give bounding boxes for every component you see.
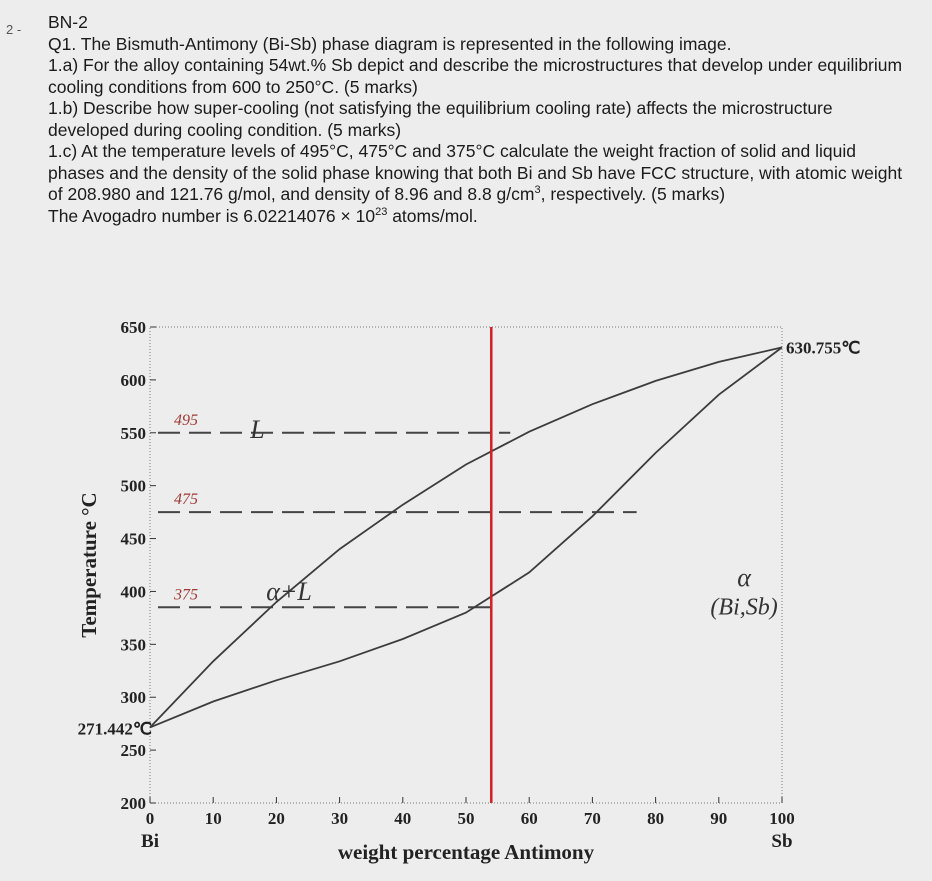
- region-label: L: [250, 415, 265, 445]
- phase-curves: [150, 327, 782, 803]
- avogadro-pre: The Avogadro number is 6.02214076 × 10: [48, 205, 376, 226]
- x-tick-label: 90: [710, 809, 728, 828]
- x-axis-ticks: [141, 797, 795, 864]
- annotations: [78, 338, 861, 738]
- y-tick-label: 250: [120, 741, 146, 761]
- q1b: 1.b) Describe how super-cooling (not satisfying the equilibrium cooling rate) affects the microstructure developed during cooling condition. (5 marks): [48, 98, 833, 140]
- q1c-pre: 1.c) At the temperature levels of 495°C, 475°C and 375°C calculate the weight fraction of solid and liquid phases and the density of the solid phase knowing that both Bi and Sb have FCC structure, with atomic weight of 208.980 and 121.76 g/mol, and density of 8.96 and 8.8 g/cm: [48, 141, 903, 204]
- y-tick-label: 400: [120, 582, 146, 602]
- y-tick-label: 550: [120, 423, 146, 443]
- y-axis-title: Temperature °C: [77, 492, 101, 638]
- y-tick-label: 600: [120, 370, 146, 390]
- x-tick-label: 100: [769, 809, 795, 828]
- x-axis-title: weight percentage Antimony: [337, 840, 595, 864]
- x-tick-label: 30: [331, 809, 349, 828]
- x-tick-label: 20: [267, 809, 285, 828]
- x-tick-label: 40: [394, 809, 412, 828]
- q1a: 1.a) For the alloy containing 54wt.% Sb depict and describe the microstructures that develop under equilibrium cooling conditions from 600 to 250°C. (5 marks): [48, 55, 903, 97]
- y-tick-label: 500: [120, 476, 146, 496]
- x-tick-label: 10: [204, 809, 222, 828]
- x-tick-label: 80: [647, 809, 665, 828]
- avogadro-sup: 23: [375, 205, 388, 218]
- x-tick-label: 70: [583, 809, 601, 828]
- y-tick-label: 350: [120, 635, 146, 655]
- region-label: α+L: [266, 576, 312, 606]
- x-tick-label: 60: [520, 809, 538, 828]
- q1c-post: , respectively. (5 marks): [540, 184, 726, 204]
- y-axis-ticks: [77, 318, 156, 813]
- y-tick-label: 200: [120, 794, 146, 813]
- plot-frame: [150, 327, 782, 803]
- isotherm-label-475: 475: [174, 491, 198, 509]
- question-number: 2 -: [6, 22, 22, 37]
- y-tick-label: 650: [120, 318, 146, 337]
- x-end-label-sb: Sb: [771, 831, 793, 852]
- avogadro-post: atoms/mol.: [387, 205, 478, 226]
- heading: BN-2: [48, 12, 88, 32]
- x-tick-label: 0: [145, 809, 155, 828]
- region-label: α: [737, 563, 751, 593]
- region-label: (Bi,Sb): [710, 594, 778, 621]
- melting-point-bi: 271.442℃: [77, 719, 152, 739]
- y-tick-label: 450: [120, 529, 146, 549]
- y-tick-label: 300: [120, 688, 146, 708]
- region-labels: [249, 415, 778, 621]
- q1c-sup: 3: [534, 184, 541, 197]
- melting-point-sb: 630.755℃: [786, 338, 861, 358]
- liquidus-curve: [150, 347, 782, 727]
- x-tick-label: 50: [457, 809, 475, 828]
- x-end-label-bi: Bi: [141, 831, 159, 852]
- q1-intro: Q1. The Bismuth-Antimony (Bi-Sb) phase diagram is represented in the following image.: [48, 33, 732, 54]
- isotherm-label-495: 495: [174, 411, 198, 429]
- solidus-curve: [150, 347, 782, 727]
- isotherm-label-375: 375: [174, 586, 198, 604]
